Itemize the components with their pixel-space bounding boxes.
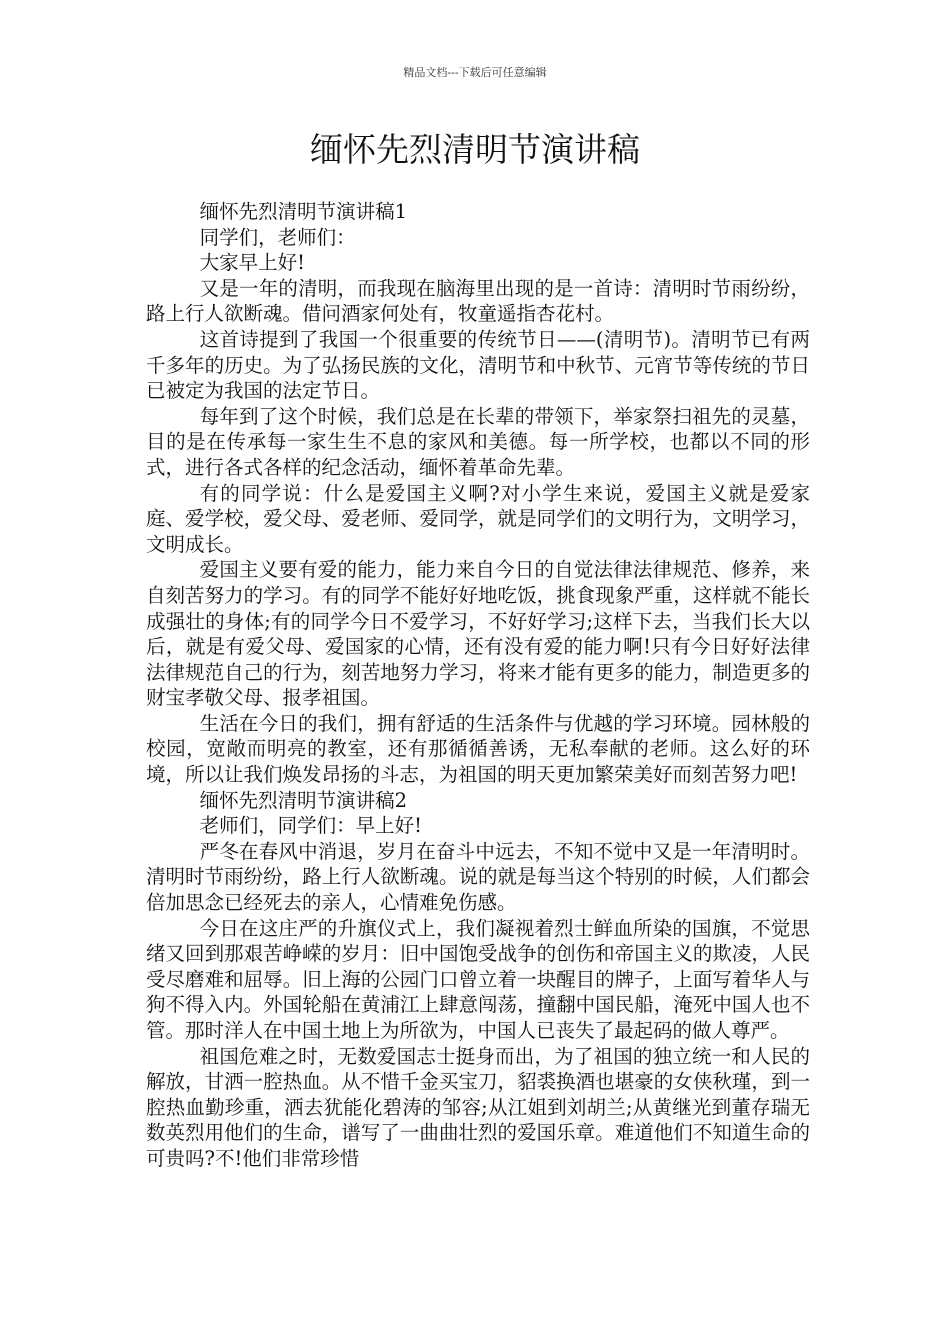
paragraph: 每年到了这个时候，我们总是在长辈的带领下，举家祭扫祖先的灵墓，目的是在传承每一家生生不息的家风和美德。每一所学校，也都以不同的形式，进行各式各样的纪念活动，缅怀着革命先辈。: [146, 404, 810, 479]
document-body: [146, 199, 810, 1172]
document-title: 缅怀先烈清明节演讲稿: [310, 130, 640, 169]
paragraph: 这首诗提到了我国一个很重要的传统节日——(清明节)。清明节已有两千多年的历史。为了弘扬民族的文化，清明节和中秋节、元宵节等传统的节日已被定为我国的法定节日。: [146, 327, 810, 403]
section-heading-2: 缅怀先烈清明节演讲稿2: [199, 788, 408, 812]
paragraph: 有的同学说：什么是爱国主义啊?对小学生来说，爱国主义就是爱家庭、爱学校，爱父母、爱老师、爱同学，就是同学们的文明行为，文明学习，文明成长。: [146, 481, 810, 556]
paragraph: 又是一年的清明，而我现在脑海里出现的是一首诗：清明时节雨纷纷，路上行人欲断魂。借问酒家何处有，牧童遥指杏花村。: [146, 276, 810, 326]
document-header-note: 精品文档---下载后可任意编辑: [403, 66, 547, 79]
salutation: 同学们，老师们：: [199, 225, 356, 249]
salutation: 老师们，同学们：早上好!: [199, 814, 422, 838]
section-heading-1: 缅怀先烈清明节演讲稿1: [199, 200, 408, 223]
paragraph: 今日在这庄严的升旗仪式上，我们凝视着烈士鲜血所染的国旗，不觉思绪又回到那艰苦峥嵘的岁月：旧中国饱受战争的创伤和帝国主义的欺凌，人民受尽磨难和屈辱。旧上海的公园门口曾立着一块醒目的牌子，上面写着华人与狗不得入内。外国轮船在黄浦江上肆意闯荡，撞翻中国民船，淹死中国人也不管。那时洋人在中国土地上为所欲为，中国人已丧失了最起码的做人尊严。: [146, 916, 810, 1042]
greeting: 大家早上好!: [199, 251, 305, 275]
paragraph: 严冬在春风中消退，岁月在奋斗中远去，不知不觉中又是一年清明时。清明时节雨纷纷，路上行人欲断魂。说的就是每当这个特别的时候，人们都会倍加思念已经死去的亲人，心情难免伤感。: [146, 839, 810, 915]
paragraph: 爱国主义要有爱的能力，能力来自今日的自觉法律法律规范、修养，来自刻苦努力的学习。有的同学不能好好地吃饭，挑食现象严重，这样就不能长成强壮的身体;有的同学今日不爱学习，不好好学习;这样下去，当我们长大以后，就是有爱父母、爱国家的心情，还有没有爱的能力啊!只有今日好好法律法律规范自己的行为，刻苦地努力学习，将来才能有更多的能力，制造更多的财宝孝敬父母、报孝祖国。: [146, 558, 810, 710]
paragraph: 生活在今日的我们，拥有舒适的生活条件与优越的学习环境。园林般的校园，宽敞而明亮的教室，还有那循循善诱，无私奉献的老师。这么好的环境，所以让我们焕发昂扬的斗志，为祖国的明天更加繁荣美好而刻苦努力吧!: [146, 711, 810, 787]
paragraph: 祖国危难之时，无数爱国志士挺身而出，为了祖国的独立统一和人民的解放，甘洒一腔热血。从不惜千金买宝刀，貂裘换酒也堪豪的女侠秋瑾，到一腔热血勤珍重，洒去犹能化碧涛的邹容;从江姐到刘胡兰;从黄继光到董存瑞无数英烈用他们的生命，谱写了一曲曲壮烈的爱国乐章。难道他们不知道生命的可贵吗?不!他们非常珍惜: [146, 1044, 810, 1170]
